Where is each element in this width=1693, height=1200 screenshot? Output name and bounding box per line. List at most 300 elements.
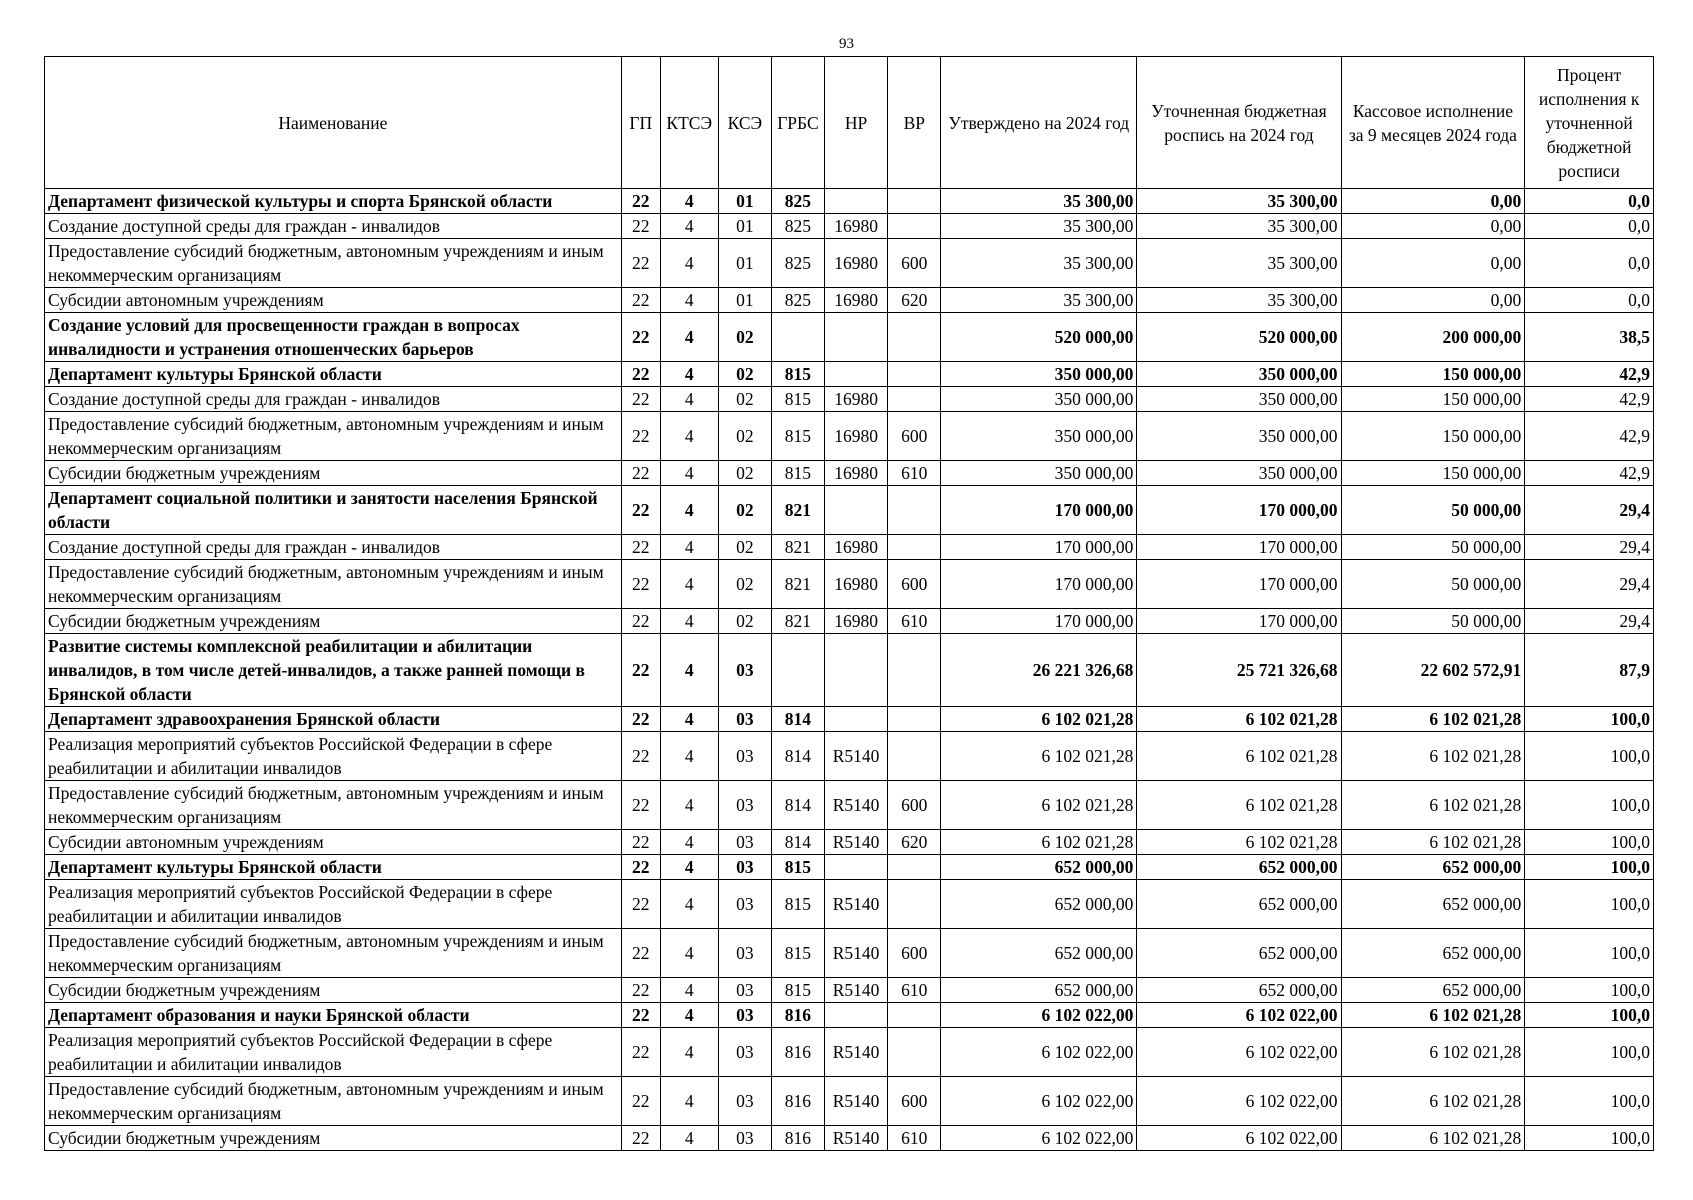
table-row [45,387,1654,412]
cell-gp: 22 [621,535,660,560]
cell-refined: 170 000,00 [1137,535,1341,560]
cell-nr: R5140 [824,1028,887,1077]
cell-vr: 610 [888,1126,941,1151]
cell-gp: 22 [621,1126,660,1151]
cell-cash: 0,00 [1341,288,1525,313]
table-row [45,189,1654,214]
table-row [45,288,1654,313]
cell-kse: 01 [718,239,771,288]
cell-percent: 100,0 [1525,1077,1654,1126]
cell-approved: 6 102 022,00 [941,1003,1137,1028]
cell-ktse: 4 [660,855,718,880]
cell-kse: 01 [718,189,771,214]
cell-percent: 100,0 [1525,830,1654,855]
cell-vr [888,387,941,412]
cell-kse: 01 [718,288,771,313]
cell-grbs: 815 [771,461,824,486]
header-cash: Кассовое исполнение за 9 месяцев 2024 года [1341,57,1525,189]
table-row [45,461,1654,486]
cell-ktse: 4 [660,387,718,412]
cell-approved: 350 000,00 [941,412,1137,461]
cell-vr: 610 [888,978,941,1003]
cell-kse: 03 [718,634,771,707]
cell-vr: 620 [888,288,941,313]
cell-percent: 100,0 [1525,732,1654,781]
cell-nr: R5140 [824,732,887,781]
cell-grbs: 816 [771,1003,824,1028]
header-percent: Процент исполнения к уточненной бюджетной росписи [1525,57,1654,189]
cell-refined: 35 300,00 [1137,189,1341,214]
cell-approved: 35 300,00 [941,288,1137,313]
cell-cash: 6 102 021,28 [1341,1003,1525,1028]
cell-vr: 620 [888,830,941,855]
cell-ktse: 4 [660,634,718,707]
header-nr: НР [824,57,887,189]
cell-nr: 16980 [824,288,887,313]
cell-nr [824,855,887,880]
cell-cash: 0,00 [1341,214,1525,239]
cell-cash: 50 000,00 [1341,486,1525,535]
cell-name: Департамент физической культуры и спорта Брянской области [45,189,622,214]
cell-cash: 0,00 [1341,239,1525,288]
header-kse: КСЭ [718,57,771,189]
cell-nr: 16980 [824,560,887,609]
table-row [45,707,1654,732]
cell-percent: 100,0 [1525,880,1654,929]
cell-percent: 100,0 [1525,1028,1654,1077]
cell-grbs: 815 [771,412,824,461]
cell-approved: 35 300,00 [941,189,1137,214]
cell-ktse: 4 [660,1028,718,1077]
cell-refined: 35 300,00 [1137,239,1341,288]
cell-grbs: 814 [771,830,824,855]
cell-refined: 652 000,00 [1137,978,1341,1003]
cell-refined: 170 000,00 [1137,609,1341,634]
cell-ktse: 4 [660,239,718,288]
table-row [45,412,1654,461]
cell-nr [824,313,887,362]
table-row [45,214,1654,239]
cell-grbs: 814 [771,732,824,781]
cell-name: Предоставление субсидий бюджетным, автономным учреждениям и иным некоммерческим организациям [45,781,622,830]
cell-approved: 26 221 326,68 [941,634,1137,707]
cell-gp: 22 [621,189,660,214]
table-row [45,978,1654,1003]
cell-kse: 02 [718,412,771,461]
cell-name: Субсидии автономным учреждениям [45,830,622,855]
cell-ktse: 4 [660,929,718,978]
cell-nr: 16980 [824,387,887,412]
cell-vr: 600 [888,1077,941,1126]
cell-vr: 600 [888,560,941,609]
cell-grbs: 821 [771,535,824,560]
cell-gp: 22 [621,461,660,486]
cell-kse: 03 [718,1077,771,1126]
cell-gp: 22 [621,830,660,855]
cell-name: Реализация мероприятий субъектов Российской Федерации в сфере реабилитации и абилитации инвалидов [45,1028,622,1077]
cell-approved: 6 102 022,00 [941,1077,1137,1126]
cell-name: Субсидии бюджетным учреждениям [45,609,622,634]
cell-kse: 02 [718,461,771,486]
cell-approved: 6 102 021,28 [941,707,1137,732]
header-approved: Утверждено на 2024 год [941,57,1137,189]
cell-gp: 22 [621,855,660,880]
cell-ktse: 4 [660,781,718,830]
cell-percent: 29,4 [1525,560,1654,609]
cell-approved: 652 000,00 [941,855,1137,880]
cell-cash: 6 102 021,28 [1341,1028,1525,1077]
cell-refined: 652 000,00 [1137,929,1341,978]
cell-percent: 87,9 [1525,634,1654,707]
cell-grbs: 821 [771,609,824,634]
cell-cash: 150 000,00 [1341,387,1525,412]
cell-ktse: 4 [660,288,718,313]
cell-vr [888,362,941,387]
cell-cash: 50 000,00 [1341,609,1525,634]
header-refined: Уточненная бюджетная роспись на 2024 год [1137,57,1341,189]
cell-kse: 02 [718,362,771,387]
cell-gp: 22 [621,313,660,362]
cell-grbs: 814 [771,781,824,830]
cell-gp: 22 [621,362,660,387]
cell-cash: 6 102 021,28 [1341,1126,1525,1151]
cell-grbs: 825 [771,214,824,239]
page-number: 93 [839,36,854,52]
cell-refined: 6 102 021,28 [1137,732,1341,781]
cell-percent: 100,0 [1525,978,1654,1003]
cell-vr: 600 [888,239,941,288]
cell-ktse: 4 [660,1077,718,1126]
cell-cash: 50 000,00 [1341,560,1525,609]
cell-cash: 652 000,00 [1341,929,1525,978]
cell-nr: 16980 [824,412,887,461]
cell-vr [888,313,941,362]
cell-nr: 16980 [824,214,887,239]
header-grbs: ГРБС [771,57,824,189]
cell-vr: 600 [888,929,941,978]
cell-vr [888,1003,941,1028]
cell-grbs [771,313,824,362]
cell-cash: 150 000,00 [1341,412,1525,461]
cell-kse: 02 [718,609,771,634]
cell-vr: 610 [888,609,941,634]
table-row [45,732,1654,781]
cell-grbs: 816 [771,1077,824,1126]
cell-kse: 03 [718,781,771,830]
cell-cash: 150 000,00 [1341,362,1525,387]
cell-cash: 6 102 021,28 [1341,1077,1525,1126]
cell-approved: 170 000,00 [941,609,1137,634]
cell-grbs: 815 [771,978,824,1003]
cell-nr: 16980 [824,535,887,560]
cell-ktse: 4 [660,880,718,929]
table-row [45,880,1654,929]
cell-refined: 6 102 022,00 [1137,1077,1341,1126]
cell-ktse: 4 [660,1126,718,1151]
cell-cash: 6 102 021,28 [1341,830,1525,855]
table-row [45,609,1654,634]
cell-ktse: 4 [660,978,718,1003]
cell-name: Развитие системы комплексной реабилитации и абилитации инвалидов, в том числе детей-инвалидов, а также ранней помощи в Брянской области [45,634,622,707]
cell-approved: 6 102 021,28 [941,732,1137,781]
cell-vr [888,732,941,781]
cell-approved: 652 000,00 [941,929,1137,978]
cell-refined: 350 000,00 [1137,362,1341,387]
header-name: Наименование [45,57,622,189]
table-row [45,830,1654,855]
cell-nr: R5140 [824,830,887,855]
cell-ktse: 4 [660,362,718,387]
cell-gp: 22 [621,732,660,781]
cell-gp: 22 [621,978,660,1003]
table-row [45,855,1654,880]
cell-cash: 652 000,00 [1341,880,1525,929]
cell-name: Создание доступной среды для граждан - инвалидов [45,535,622,560]
cell-cash: 22 602 572,91 [1341,634,1525,707]
cell-vr [888,855,941,880]
cell-gp: 22 [621,1077,660,1126]
cell-kse: 02 [718,313,771,362]
table-body [45,189,1654,1151]
cell-refined: 350 000,00 [1137,461,1341,486]
cell-nr: 16980 [824,239,887,288]
cell-name: Предоставление субсидий бюджетным, автономным учреждениям и иным некоммерческим организациям [45,929,622,978]
cell-name: Предоставление субсидий бюджетным, автономным учреждениям и иным некоммерческим организациям [45,1077,622,1126]
cell-grbs: 814 [771,707,824,732]
cell-ktse: 4 [660,830,718,855]
cell-ktse: 4 [660,214,718,239]
table-row [45,535,1654,560]
cell-nr: R5140 [824,978,887,1003]
cell-vr [888,214,941,239]
cell-kse: 03 [718,978,771,1003]
cell-percent: 0,0 [1525,288,1654,313]
cell-grbs: 815 [771,880,824,929]
cell-vr [888,634,941,707]
cell-approved: 6 102 022,00 [941,1126,1137,1151]
cell-approved: 350 000,00 [941,362,1137,387]
cell-refined: 6 102 021,28 [1137,781,1341,830]
cell-refined: 652 000,00 [1137,880,1341,929]
cell-refined: 520 000,00 [1137,313,1341,362]
cell-percent: 38,5 [1525,313,1654,362]
cell-name: Департамент культуры Брянской области [45,362,622,387]
cell-name: Реализация мероприятий субъектов Российской Федерации в сфере реабилитации и абилитации инвалидов [45,732,622,781]
cell-nr: 16980 [824,609,887,634]
cell-refined: 25 721 326,68 [1137,634,1341,707]
table-row [45,362,1654,387]
cell-refined: 6 102 022,00 [1137,1126,1341,1151]
cell-kse: 01 [718,214,771,239]
cell-name: Предоставление субсидий бюджетным, автономным учреждениям и иным некоммерческим организациям [45,412,622,461]
header-ktse: КТСЭ [660,57,718,189]
cell-vr: 610 [888,461,941,486]
cell-cash: 0,00 [1341,189,1525,214]
cell-name: Предоставление субсидий бюджетным, автономным учреждениям и иным некоммерческим организациям [45,560,622,609]
cell-kse: 02 [718,387,771,412]
cell-name: Департамент здравоохранения Брянской области [45,707,622,732]
cell-percent: 100,0 [1525,929,1654,978]
cell-refined: 170 000,00 [1137,560,1341,609]
cell-grbs: 815 [771,855,824,880]
cell-ktse: 4 [660,707,718,732]
cell-ktse: 4 [660,609,718,634]
cell-kse: 03 [718,1028,771,1077]
cell-nr [824,362,887,387]
cell-grbs: 815 [771,362,824,387]
cell-percent: 42,9 [1525,387,1654,412]
cell-name: Предоставление субсидий бюджетным, автономным учреждениям и иным некоммерческим организациям [45,239,622,288]
cell-percent: 100,0 [1525,707,1654,732]
cell-gp: 22 [621,214,660,239]
cell-percent: 100,0 [1525,781,1654,830]
cell-vr [888,880,941,929]
cell-approved: 35 300,00 [941,239,1137,288]
table-row [45,1003,1654,1028]
cell-gp: 22 [621,781,660,830]
cell-nr [824,634,887,707]
cell-approved: 170 000,00 [941,486,1137,535]
cell-refined: 35 300,00 [1137,288,1341,313]
cell-name: Субсидии бюджетным учреждениям [45,461,622,486]
table-row [45,929,1654,978]
cell-vr [888,707,941,732]
cell-ktse: 4 [660,1003,718,1028]
cell-percent: 29,4 [1525,609,1654,634]
cell-vr [888,486,941,535]
table-row [45,634,1654,707]
cell-name: Департамент культуры Брянской области [45,855,622,880]
cell-percent: 29,4 [1525,535,1654,560]
cell-approved: 652 000,00 [941,978,1137,1003]
table-row [45,486,1654,535]
cell-percent: 42,9 [1525,362,1654,387]
cell-ktse: 4 [660,486,718,535]
cell-name: Субсидии бюджетным учреждениям [45,978,622,1003]
cell-ktse: 4 [660,412,718,461]
cell-ktse: 4 [660,461,718,486]
cell-refined: 170 000,00 [1137,486,1341,535]
cell-grbs: 821 [771,560,824,609]
cell-refined: 350 000,00 [1137,387,1341,412]
cell-refined: 6 102 022,00 [1137,1028,1341,1077]
header-vr: ВР [888,57,941,189]
cell-ktse: 4 [660,189,718,214]
cell-kse: 02 [718,535,771,560]
cell-name: Создание условий для просвещенности граждан в вопросах инвалидности и устранения отношенческих барьеров [45,313,622,362]
header-gp: ГП [621,57,660,189]
cell-name: Создание доступной среды для граждан - инвалидов [45,387,622,412]
cell-percent: 0,0 [1525,214,1654,239]
cell-cash: 50 000,00 [1341,535,1525,560]
cell-approved: 350 000,00 [941,387,1137,412]
cell-approved: 350 000,00 [941,461,1137,486]
cell-cash: 150 000,00 [1341,461,1525,486]
cell-kse: 03 [718,1126,771,1151]
cell-kse: 03 [718,732,771,781]
cell-ktse: 4 [660,535,718,560]
cell-nr: R5140 [824,781,887,830]
cell-gp: 22 [621,387,660,412]
cell-gp: 22 [621,880,660,929]
cell-grbs: 825 [771,239,824,288]
cell-nr [824,189,887,214]
cell-gp: 22 [621,929,660,978]
cell-grbs: 825 [771,288,824,313]
cell-cash: 6 102 021,28 [1341,781,1525,830]
cell-vr [888,1028,941,1077]
table-row [45,313,1654,362]
cell-refined: 35 300,00 [1137,214,1341,239]
cell-vr [888,189,941,214]
cell-gp: 22 [621,609,660,634]
cell-nr [824,486,887,535]
cell-kse: 03 [718,855,771,880]
cell-approved: 652 000,00 [941,880,1137,929]
cell-ktse: 4 [660,313,718,362]
table-row [45,1126,1654,1151]
cell-refined: 6 102 022,00 [1137,1003,1341,1028]
cell-cash: 652 000,00 [1341,855,1525,880]
cell-gp: 22 [621,412,660,461]
cell-name: Создание доступной среды для граждан - инвалидов [45,214,622,239]
cell-nr [824,1003,887,1028]
cell-name: Субсидии бюджетным учреждениям [45,1126,622,1151]
table-row [45,239,1654,288]
cell-approved: 170 000,00 [941,535,1137,560]
cell-nr [824,707,887,732]
cell-gp: 22 [621,560,660,609]
cell-percent: 42,9 [1525,461,1654,486]
cell-grbs: 815 [771,929,824,978]
cell-name: Департамент образования и науки Брянской области [45,1003,622,1028]
cell-cash: 6 102 021,28 [1341,732,1525,781]
cell-grbs [771,634,824,707]
cell-name: Реализация мероприятий субъектов Российской Федерации в сфере реабилитации и абилитации инвалидов [45,880,622,929]
cell-grbs: 816 [771,1028,824,1077]
cell-percent: 0,0 [1525,239,1654,288]
cell-gp: 22 [621,486,660,535]
cell-kse: 03 [718,929,771,978]
cell-refined: 652 000,00 [1137,855,1341,880]
table-row [45,781,1654,830]
cell-kse: 03 [718,707,771,732]
cell-gp: 22 [621,239,660,288]
cell-cash: 652 000,00 [1341,978,1525,1003]
cell-gp: 22 [621,288,660,313]
cell-percent: 0,0 [1525,189,1654,214]
cell-gp: 22 [621,634,660,707]
cell-approved: 170 000,00 [941,560,1137,609]
cell-percent: 29,4 [1525,486,1654,535]
cell-nr: R5140 [824,1126,887,1151]
cell-grbs: 821 [771,486,824,535]
cell-nr: R5140 [824,880,887,929]
cell-vr: 600 [888,781,941,830]
cell-kse: 03 [718,830,771,855]
cell-approved: 6 102 021,28 [941,830,1137,855]
table-row [45,560,1654,609]
cell-name: Департамент социальной политики и занятости населения Брянской области [45,486,622,535]
cell-nr: R5140 [824,929,887,978]
cell-percent: 100,0 [1525,1003,1654,1028]
cell-approved: 35 300,00 [941,214,1137,239]
cell-percent: 100,0 [1525,855,1654,880]
cell-ktse: 4 [660,732,718,781]
cell-gp: 22 [621,707,660,732]
cell-cash: 6 102 021,28 [1341,707,1525,732]
cell-cash: 200 000,00 [1341,313,1525,362]
